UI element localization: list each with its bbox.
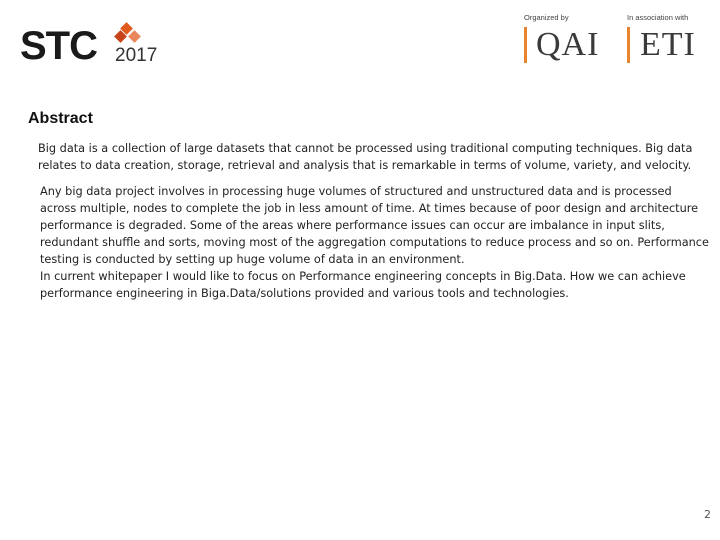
slide-header	[0, 0, 720, 100]
qai-logo: QAI	[536, 26, 600, 63]
logo-main-text: STC	[20, 24, 97, 68]
abstract-paragraph-1: Big data is a collection of large datasets that cannot be processed using traditional computing techniques. Big data relates to data creation, storage, retrieval and analysis that is remarkable in terms of volume, variety, and velocity.	[38, 142, 693, 172]
slide-title: Abstract	[28, 110, 93, 127]
logo-diamond-icon	[128, 30, 141, 43]
qai-divider-bar	[524, 27, 527, 63]
eti-logo: ETI	[640, 26, 696, 63]
logo-year-text: 2017	[115, 45, 158, 66]
stc-2017-logo	[20, 22, 180, 68]
abstract-paragraph-3: In current whitepaper I would like to focus on Performance engineering concepts in Big.Data. How we can achieve performance engineering in Biga.Data/solutions provided and various tools and technologies.	[40, 270, 686, 300]
page-number: 2	[704, 508, 711, 521]
abstract-paragraph-2: Any big data project involves in processing huge volumes of structured and unstructured data and is processed across multiple, nodes to complete the job in less amount of time. At times because of poor design and architecture performance is degraded. Some of the areas where performance issues can occur are imbalance in input slits, redundant shuffle and sorts, moving most of the aggregation computations to reduce process and so on. Performance testing is conducted by setting up huge volume of data in an environment.	[40, 185, 709, 266]
organized-by-label: Organized by	[524, 13, 569, 22]
eti-divider-bar	[627, 27, 630, 63]
association-label: In association with	[627, 13, 689, 22]
abstract-body	[40, 183, 710, 302]
